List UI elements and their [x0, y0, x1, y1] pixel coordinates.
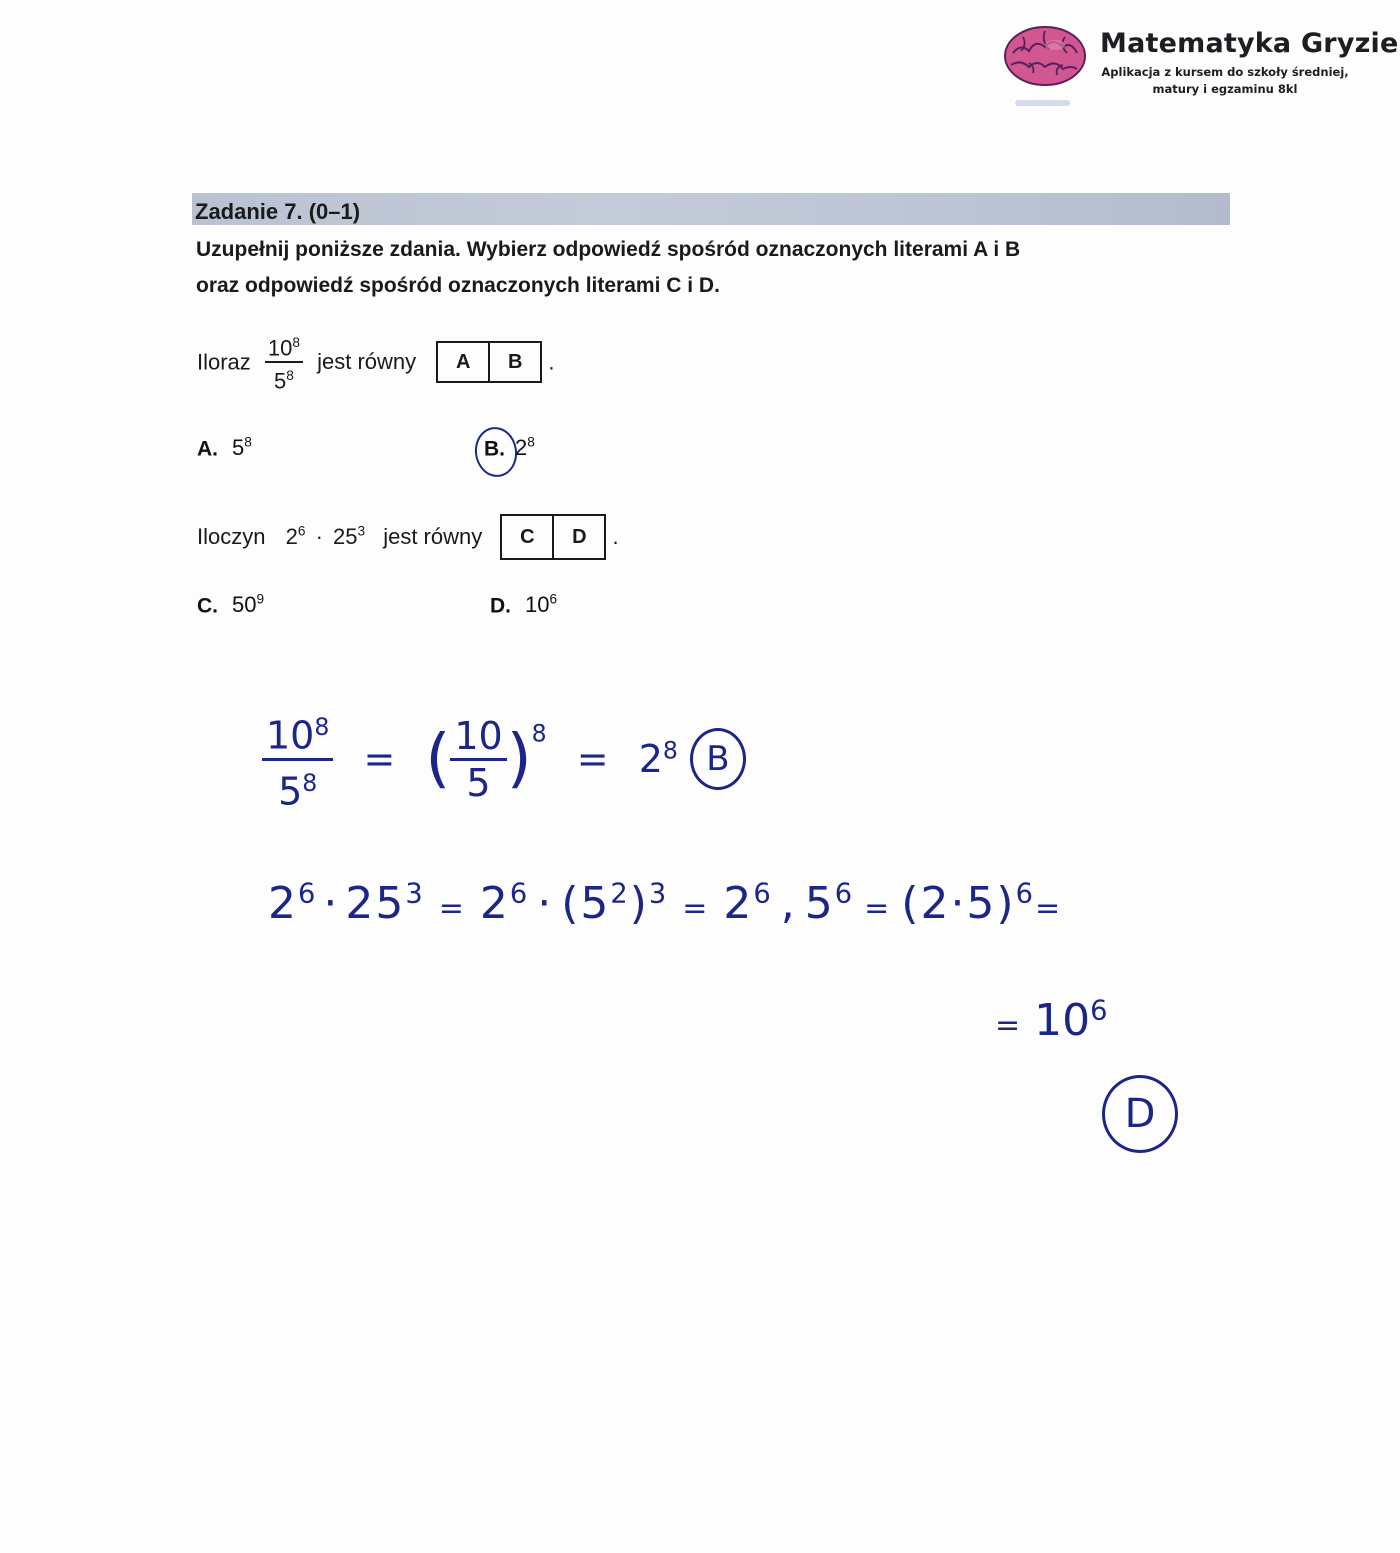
option-d-value: $10^6$	[525, 592, 558, 618]
q1-box-a[interactable]: A	[456, 350, 471, 373]
q1-num-base: 10	[267, 335, 293, 361]
q2-period: .	[612, 524, 619, 549]
instructions-line1: Uzupełnij poniższe zdania. Wybierz odpowiedź spośród oznaczonych literami A i B	[196, 238, 1021, 261]
logo-shadow	[1015, 100, 1070, 106]
q1-box-b[interactable]: B	[488, 343, 540, 381]
instructions-line2: oraz odpowiedź spośród oznaczonych literami C i D.	[196, 274, 720, 297]
option-d[interactable]	[490, 592, 557, 618]
brand-subtitle-line1: Aplikacja z kursem do szkoły średniej,	[1101, 65, 1349, 79]
question-2	[197, 514, 619, 560]
brand-subtitle-line2: matury i egzaminu 8kl	[1152, 82, 1298, 96]
handwritten-solution-3: = $10^6$	[995, 995, 1108, 1046]
option-c-value: $50^9$	[232, 592, 265, 618]
hw-inner-fraction: $\frac{10}{5}$	[450, 714, 506, 805]
option-a[interactable]	[197, 435, 252, 461]
option-a-label: A.	[197, 437, 218, 461]
brand-subtitle	[1100, 64, 1350, 98]
q2-answer-boxes	[500, 514, 606, 560]
q1-den-exp: 8	[286, 368, 294, 384]
hw-fraction: $\frac{10^8}{5^8}$	[262, 705, 333, 813]
hw-answer-d-circled: D	[1102, 1075, 1178, 1153]
option-d-label: D.	[490, 594, 511, 618]
option-c[interactable]	[197, 592, 264, 618]
option-c-label: C.	[197, 594, 218, 618]
task-title: Zadanie 7. (0–1)	[195, 199, 361, 224]
brand-title: Matematyka Gryzie	[1100, 28, 1399, 59]
q1-answer-boxes	[436, 341, 542, 383]
option-b-label: B.	[484, 437, 505, 461]
brain-logo-icon	[1003, 25, 1087, 87]
option-b-value: $2^8$	[515, 435, 535, 461]
q2-prefix: Iloczyn	[197, 524, 266, 549]
q2-box-c[interactable]: C	[520, 525, 535, 548]
q1-suffix: jest równy	[317, 349, 417, 375]
option-b[interactable]	[484, 435, 535, 461]
handwritten-solution-2: $2^6 \cdot 25^3 = 2^6 \cdot (5^2)^3 = 2^6$ , $5^6 = (2\cdot 5)^6=$	[268, 878, 1063, 929]
hw-answer-b-circled: B	[690, 728, 746, 790]
handwritten-solution-1: $\frac{10^8}{5^8}$ = ( $\frac{10}{5}$ )$^8 = 2^8$ B	[262, 705, 746, 813]
q2-expression: $2^6 \cdot 25^3$	[285, 523, 366, 550]
q1-den-base: 5	[274, 368, 287, 394]
q2-suffix: jest równy	[383, 524, 483, 549]
q1-prefix: Iloraz	[197, 349, 251, 375]
task-instructions	[196, 232, 1206, 304]
option-a-value: $5^8$	[232, 435, 252, 461]
q1-num-exp: 8	[292, 335, 300, 350]
q1-period: .	[548, 349, 555, 375]
question-1	[197, 330, 555, 395]
q1-fraction	[265, 330, 303, 395]
q2-box-d[interactable]: D	[552, 516, 604, 558]
